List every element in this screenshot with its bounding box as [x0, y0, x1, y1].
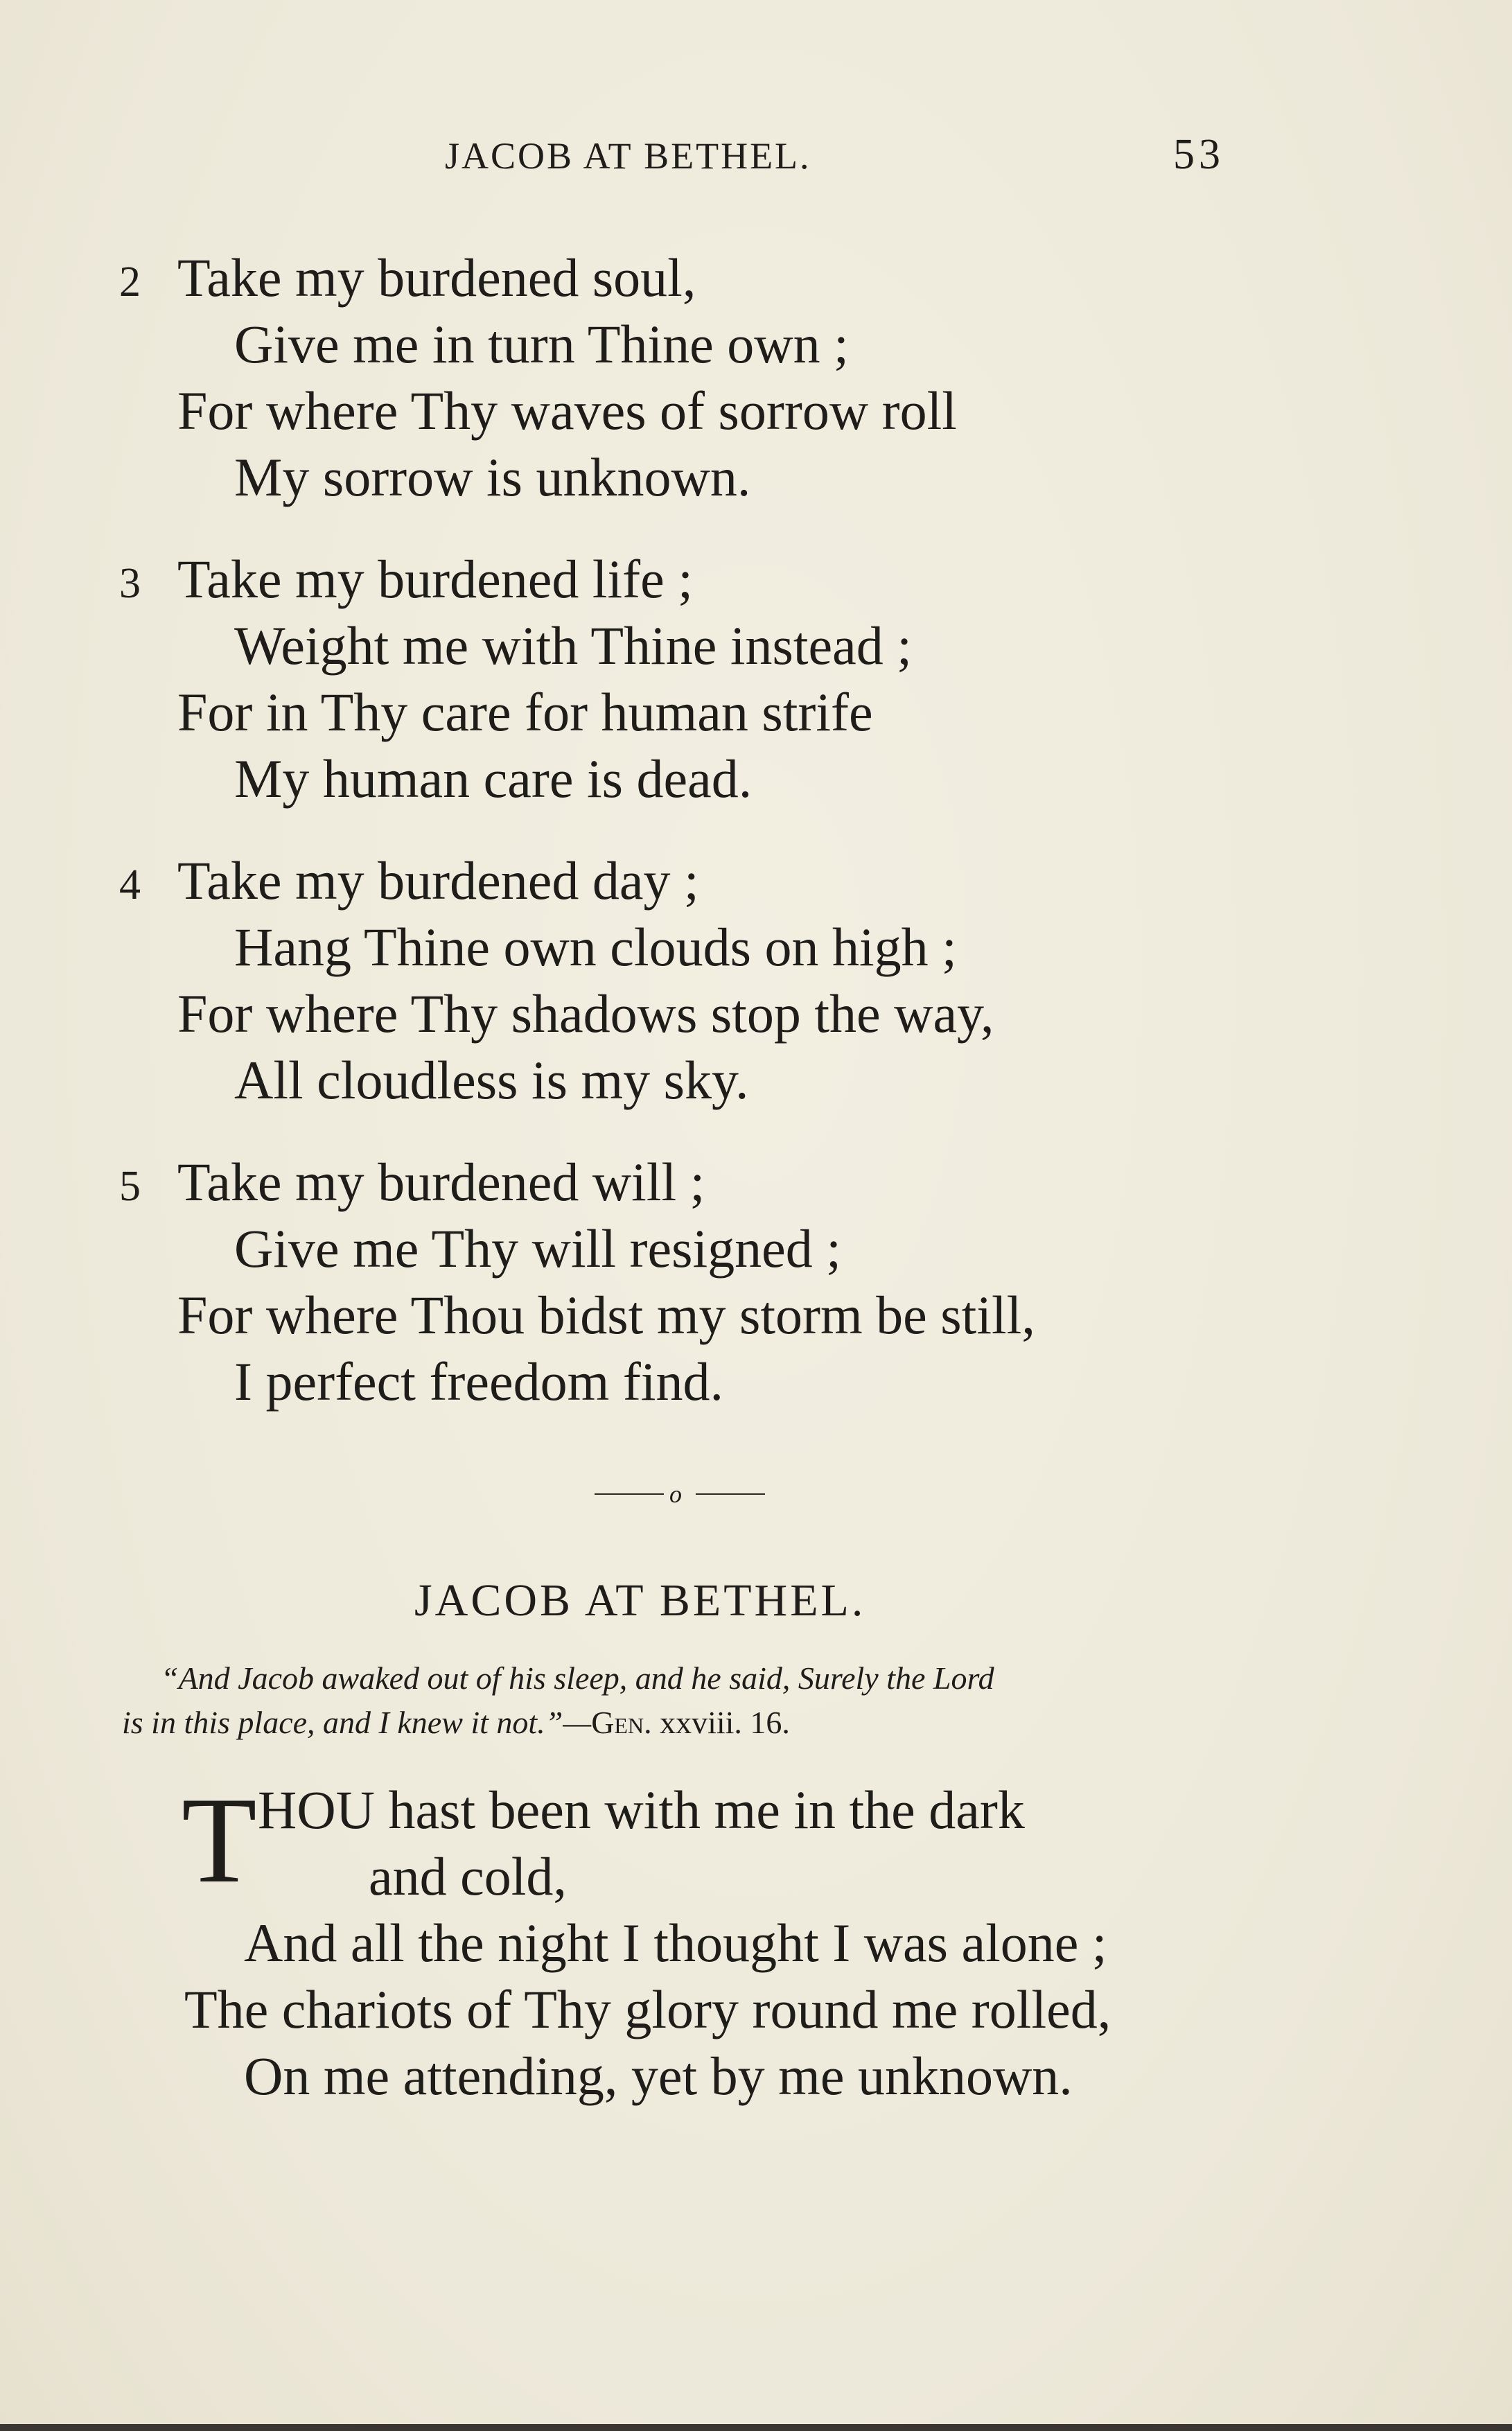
divider-ornament: o: [669, 1480, 682, 1508]
verse-line: For in Thy care for human strife: [177, 682, 873, 742]
verse-line: For where Thy waves of sorrow roll: [177, 380, 957, 441]
verse-line: My human care is dead.: [234, 748, 753, 809]
scripture-book: Gen.: [591, 1705, 652, 1740]
verse-line: I perfect freedom find.: [234, 1351, 723, 1412]
verse-line: For where Thy shadows stop the way,: [177, 983, 994, 1044]
stanza-number: 3: [119, 560, 141, 607]
scripture-reference: xxviii. 16.: [651, 1705, 790, 1740]
verse-line: For where Thou bidst my storm be still,: [177, 1285, 1035, 1345]
epigraph-line: [122, 1701, 1245, 1745]
poem-line: and cold,: [369, 1846, 567, 1906]
poem-line: The chariots of Thy glory round me rolled,: [184, 1979, 1111, 2039]
verse-line: Take my burdened will ;: [177, 1152, 705, 1212]
drop-cap: T: [182, 1771, 257, 1908]
verse-line: All cloudless is my sky.: [234, 1050, 749, 1110]
verse-line: Give me in turn Thine own ;: [234, 314, 849, 374]
divider-rule-left: [595, 1493, 664, 1495]
verse-line: Weight me with Thine instead ;: [234, 615, 912, 676]
stanza-number: 2: [119, 258, 141, 306]
running-title: JACOB AT BETHEL.: [445, 135, 811, 177]
poem-title: JACOB AT BETHEL.: [414, 1575, 866, 1626]
stanza-number: 5: [119, 1163, 141, 1210]
verse-line: My sorrow is unknown.: [234, 447, 751, 507]
section-divider: [595, 1480, 765, 1507]
verse-line: Take my burdened soul,: [177, 247, 696, 308]
poem-line: And all the night I thought I was alone ;: [244, 1913, 1107, 1973]
verse-line: Give me Thy will resigned ;: [234, 1218, 841, 1279]
page-number: 53: [1173, 131, 1224, 178]
epigraph-quote-end: is in this place, and I knew it not.”—: [122, 1705, 592, 1740]
epigraph-line: “And Jacob awaked out of his sleep, and he said, Surely the Lord: [161, 1660, 994, 1696]
verse-line: Hang Thine own clouds on high ;: [234, 917, 957, 977]
epigraph: [122, 1656, 1245, 1745]
poem-line: On me attending, yet by me unknown.: [244, 2046, 1073, 2106]
stanza-number: 4: [119, 861, 141, 909]
divider-rule-right: [696, 1493, 765, 1495]
page-bottom-edge: [0, 2424, 1512, 2431]
running-head: [0, 125, 1512, 180]
poem-line: HOU hast been with me in the dark: [258, 1780, 1025, 1840]
verse-line: Take my burdened life ;: [177, 549, 693, 609]
verse-line: Take my burdened day ;: [177, 850, 699, 911]
